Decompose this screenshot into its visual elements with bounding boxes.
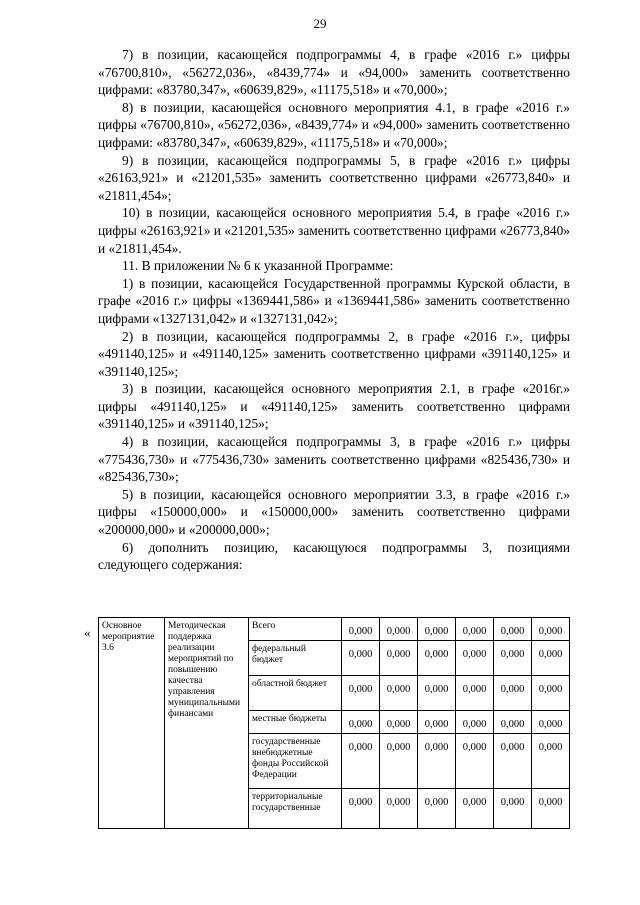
value-cell: 0,000 <box>494 618 532 641</box>
value-cell: 0,000 <box>494 711 532 734</box>
value-cell: 0,000 <box>532 711 570 734</box>
paragraph-item-5: 5) в позиции, касающейся основного мероприятии 3.3, в графе «2016 г.» цифры «150000,000» и «150000,000» заменить соответственно цифрами «200000,000» и «200000,000»; <box>98 486 570 538</box>
page-bottom-margin <box>0 833 640 905</box>
value-cell: 0,000 <box>494 676 532 711</box>
value-cell: 0,000 <box>532 618 570 641</box>
paragraph-item-8: 8) в позиции, касающейся основного мероприятия 4.1, в графе «2016 г.» цифры «76700,810», «56272,036», «8439,774» и «94,000» заменить соответственно цифрами: «83780,347», «60639,829», «11175,518» и «70,000»; <box>98 99 570 150</box>
value-cell: 0,000 <box>532 734 570 789</box>
activity-description-cell: Методическая поддержка реализации мероприятий по повышению качества управления муниципальными финансами <box>165 618 249 829</box>
budget-table <box>98 617 570 829</box>
value-cell: 0,000 <box>456 789 494 829</box>
paragraph-item-1: 1) в позиции, касающейся Государственной программы Курской области, в графе «2016 г.» цифры «1369441,586» и «1369441,586» заменить соответственно цифрами «1327131,042» и «1327131,042»; <box>98 275 570 326</box>
value-cell: 0,000 <box>342 641 380 676</box>
value-cell: 0,000 <box>494 789 532 829</box>
value-cell: 0,000 <box>418 618 456 641</box>
value-cell: 0,000 <box>380 641 418 676</box>
value-cell: 0,000 <box>380 711 418 734</box>
paragraph-item-3: 3) в позиции, касающейся основного мероприятия 2.1, в графе «2016г.» цифры «491140,125» и «491140,125» заменить соответственно цифрами «391140,125» и «391140,125»; <box>98 381 570 432</box>
value-cell: 0,000 <box>342 734 380 789</box>
paragraph-item-7: 7) в позиции, касающейся подпрограммы 4, в графе «2016 г.» цифры «76700,810», «56272,036», «8439,774» и «94,000» заменить соответственно цифрами: «83780,347», «60639,829», «11175,518» и «70,000»; <box>98 47 570 98</box>
table-open-quote: « <box>84 625 91 640</box>
funding-source-cell: Всего <box>249 618 342 641</box>
value-cell: 0,000 <box>380 618 418 641</box>
value-cell: 0,000 <box>456 734 494 789</box>
value-cell: 0,000 <box>532 789 570 829</box>
main-activity-cell: Основное мероприятие 3.6 <box>99 618 165 829</box>
paragraph-item-6: 6) дополнить позицию, касающуюся подпрограммы 3, позициями следующего содержания: <box>98 539 570 573</box>
funding-source-cell: федеральный бюджет <box>249 641 342 676</box>
paragraph-item-9: 9) в позиции, касающейся подпрограммы 5, в графе «2016 г.» цифры «26163,921» и «21201,535» заменить соответственно цифрами «26773,840» и «21811,454»; <box>98 152 570 203</box>
value-cell: 0,000 <box>342 711 380 734</box>
funding-source-cell: государственные внебюджетные фонды Российской Федерации <box>249 734 342 789</box>
paragraph-item-4: 4) в позиции, касающейся подпрограммы 3, в графе «2016 г.» цифры «775436,730» и «775436,730» заменить соответственно цифрами «825436,730» и «825436,730»; <box>98 434 570 485</box>
value-cell: 0,000 <box>342 789 380 829</box>
value-cell: 0,000 <box>456 641 494 676</box>
funding-source-cell: территориальные государственные <box>249 789 342 829</box>
value-cell: 0,000 <box>532 641 570 676</box>
value-cell: 0,000 <box>418 641 456 676</box>
table-row <box>99 618 570 641</box>
value-cell: 0,000 <box>418 734 456 789</box>
value-cell: 0,000 <box>456 711 494 734</box>
paragraph-item-2: 2) в позиции, касающейся подпрограммы 2, в графе «2016 г.», цифры «491140,125» и «491140,125» заменить соответственно цифрами «391140,125» и «391140,125»; <box>98 328 570 379</box>
funding-source-cell: областной бюджет <box>249 676 342 711</box>
value-cell: 0,000 <box>342 676 380 711</box>
value-cell: 0,000 <box>418 711 456 734</box>
value-cell: 0,000 <box>380 734 418 789</box>
value-cell: 0,000 <box>456 676 494 711</box>
value-cell: 0,000 <box>342 618 380 641</box>
value-cell: 0,000 <box>456 618 494 641</box>
value-cell: 0,000 <box>380 676 418 711</box>
document-body <box>98 46 570 574</box>
value-cell: 0,000 <box>532 676 570 711</box>
value-cell: 0,000 <box>380 789 418 829</box>
page-number: 29 <box>313 16 327 31</box>
section-11-heading: 11. В приложении № 6 к указанной Программе: <box>122 258 394 274</box>
value-cell: 0,000 <box>494 734 532 789</box>
paragraph-item-10: 10) в позиции, касающейся основного мероприятия 5.4, в графе «2016 г.» цифры «26163,921» и «21201,535» заменить соответственно цифрами «26773,840» и «21811,454». <box>98 205 570 256</box>
value-cell: 0,000 <box>418 789 456 829</box>
value-cell: 0,000 <box>418 676 456 711</box>
value-cell: 0,000 <box>494 641 532 676</box>
funding-source-cell: местные бюджеты <box>249 711 342 734</box>
